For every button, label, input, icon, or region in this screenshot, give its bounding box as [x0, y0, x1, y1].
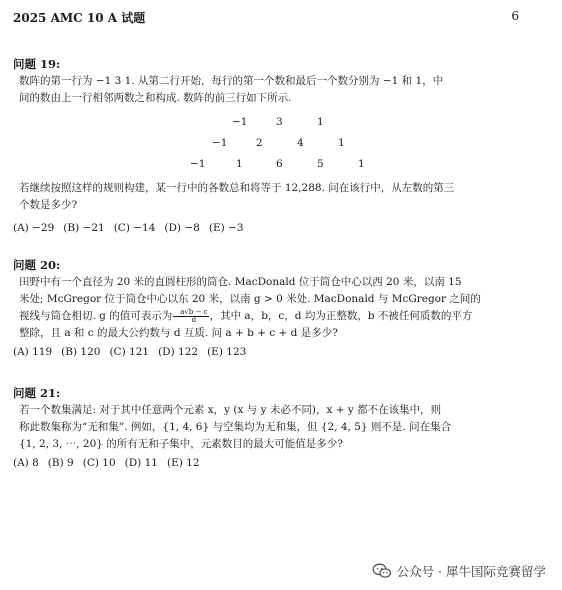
triangle-entry: −1: [190, 158, 206, 170]
triangle-entry: 3: [276, 116, 283, 128]
number-triangle: [0, 116, 562, 176]
answer-choices: [13, 455, 544, 472]
choice-c[interactable]: (C) 10: [82, 457, 116, 469]
problem-19-statement: [13, 73, 544, 107]
text-line: 若继续按照这样的规则构建，某一行中的各数总和将等于 12,288. 问在该行中，从左数的第三: [19, 182, 455, 194]
choice-c[interactable]: (C) −14: [113, 222, 156, 234]
choice-b[interactable]: (B) 120: [61, 346, 101, 358]
problem-19-title: 问题 19:: [13, 57, 61, 71]
choice-a[interactable]: (A) 119: [13, 346, 53, 358]
choice-e[interactable]: (E) −3: [208, 222, 244, 234]
text-line: 间的数由上一行相邻两数之和构成. 数阵的前三行如下所示.: [19, 92, 292, 104]
triangle-entry: 5: [317, 158, 324, 170]
problem-20-statement: [13, 274, 544, 342]
text-line: 田野中有一个直径为 20 米的直圆柱形的筒仓. MacDonald 位于筒仓中心以西 20 米，以南 15: [19, 276, 462, 288]
watermark-text: 公众号 · 犀牛国际竞赛留学: [396, 564, 546, 579]
text-line: 若一个数集满足: 对于其中任意两个元素 x，y (x 与 y 未必不同)，x + y 都不在该集中，则: [19, 404, 442, 416]
triangle-entry: 1: [236, 158, 243, 170]
text-line: 整除，且 a 和 c 的最大公约数与 d 互质. 问 a + b + c + d 是多少?: [19, 327, 338, 339]
triangle-entry: −1: [212, 137, 228, 149]
choice-b[interactable]: (B) 9: [47, 457, 74, 469]
problem-19-question: [13, 180, 544, 237]
choice-d[interactable]: (D) 11: [124, 457, 158, 469]
page-header: [13, 9, 549, 27]
choice-d[interactable]: (D) 122: [158, 346, 199, 358]
answer-choices: [13, 220, 544, 237]
triangle-entry: 1: [358, 158, 365, 170]
text-line: 米处; McGregor 位于筒仓中心以东 20 米，以南 g > 0 米处. MacDonald 与 McGregor 之间的: [19, 293, 481, 305]
problem-20-title: 问题 20:: [13, 258, 61, 272]
choice-b[interactable]: (B) −21: [63, 222, 105, 234]
problem-21: [13, 385, 544, 472]
choice-c[interactable]: (C) 121: [109, 346, 150, 358]
triangle-entry: 4: [297, 137, 304, 149]
watermark: [372, 562, 546, 580]
header-title: 2025 AMC 10 A 试题: [13, 11, 146, 25]
answer-choices: [13, 344, 544, 361]
problem-19: [13, 56, 544, 107]
text-line: 称此数集称为“无和集”. 例如，{1, 4, 6} 与空集均为无和集，但 {2, 4, 5} 则不是. 问在集合: [19, 421, 452, 433]
wechat-icon: [372, 563, 392, 579]
triangle-entry: −1: [232, 116, 248, 128]
problem-21-statement: [13, 402, 544, 453]
text-line: 数阵的第一行为 −1 3 1. 从第二行开始，每行的第一个数和最后一个数分别为 −1 和 1，中: [19, 75, 444, 87]
triangle-entry: 1: [317, 116, 324, 128]
text-line: 视线与筒仓相切. g 的值可表示为 $\frac{a√b - c}{d}$ ，其中 a，b，c，d 均为正整数，b 不被任何质数的平方: [19, 307, 473, 324]
triangle-entry: 2: [256, 137, 263, 149]
problem-20: [13, 257, 544, 361]
triangle-entry: 6: [276, 158, 283, 170]
text-line: {1, 2, 3, ⋯, 20} 的所有无和子集中，元素数目的最大可能值是多少?: [19, 438, 343, 450]
triangle-entry: 1: [338, 137, 345, 149]
choice-a[interactable]: (A) −29: [13, 222, 55, 234]
page-number: 6: [511, 9, 519, 23]
choice-d[interactable]: (D) −8: [164, 222, 200, 234]
fraction: $\frac{a√b - c}{d}$: [173, 309, 208, 324]
choice-a[interactable]: (A) 8: [13, 457, 39, 469]
text-line: 个数是多少?: [19, 199, 78, 211]
choice-e[interactable]: (E) 123: [207, 346, 247, 358]
problem-21-title: 问题 21:: [13, 386, 61, 400]
choice-e[interactable]: (E) 12: [166, 457, 200, 469]
